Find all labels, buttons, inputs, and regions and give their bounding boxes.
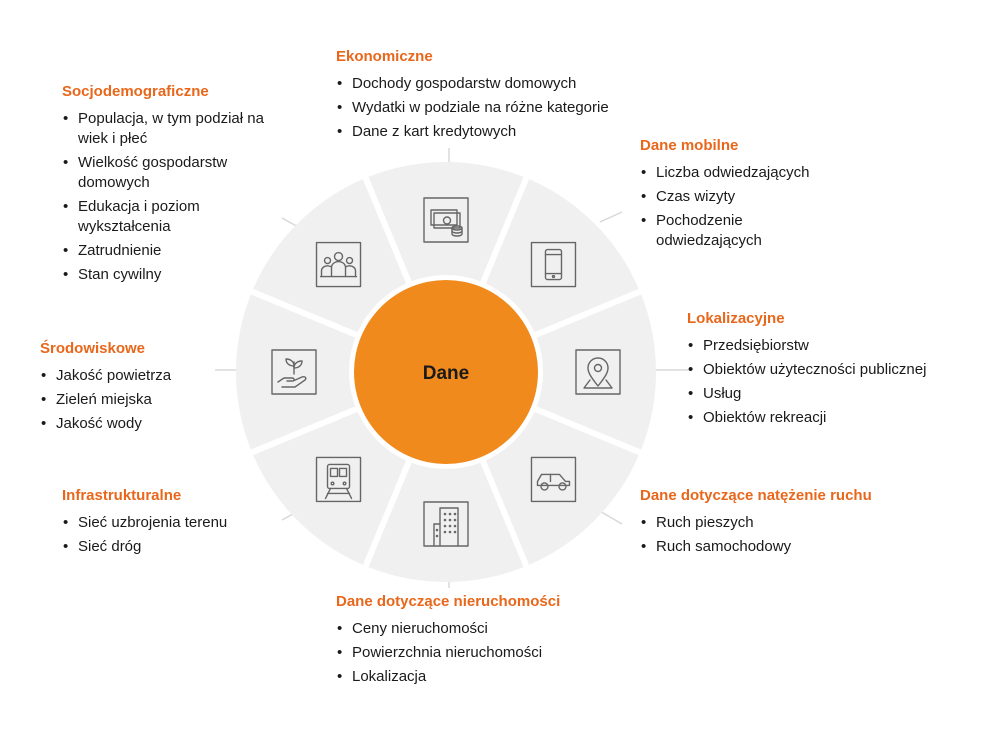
list-item: • Populacja, w tym podział na wiek i płeć bbox=[62, 109, 277, 149]
list-item: • Sieć dróg bbox=[62, 537, 292, 557]
category-nieruchomosci bbox=[336, 593, 636, 691]
category-ekonomiczne bbox=[336, 48, 656, 146]
category-title: Dane mobilne bbox=[640, 137, 739, 154]
list-item: • Dane z kart kredytowych bbox=[336, 122, 656, 142]
category-title: Środowiskowe bbox=[40, 340, 146, 357]
category-title: Socjodemograficzne bbox=[62, 83, 209, 100]
list-item: • Czas wizyty bbox=[640, 187, 840, 207]
category-items bbox=[640, 163, 840, 251]
list-item: • Sieć uzbrojenia terenu bbox=[62, 513, 292, 533]
list-item: • Pochodzenie odwiedzających bbox=[640, 211, 840, 251]
list-item: • Obiektów użyteczności publicznej bbox=[687, 360, 977, 380]
category-title: Dane dotyczące nieruchomości bbox=[336, 593, 561, 610]
list-item: • Wielkość gospodarstw domowych bbox=[62, 153, 277, 193]
category-srodowiskowe bbox=[40, 340, 240, 438]
list-item: • Edukacja i poziom wykształcenia bbox=[62, 197, 277, 237]
category-items bbox=[640, 513, 930, 557]
center-label: Dane bbox=[422, 363, 470, 384]
list-item: • Zatrudnienie bbox=[62, 241, 277, 261]
list-item: • Dochody gospodarstw domowych bbox=[336, 74, 656, 94]
list-item: • Obiektów rekreacji bbox=[687, 408, 977, 428]
category-infrastrukturalne bbox=[62, 487, 292, 561]
list-item: • Powierzchnia nieruchomości bbox=[336, 643, 636, 663]
list-item: • Usług bbox=[687, 384, 977, 404]
list-item: • Lokalizacja bbox=[336, 667, 636, 687]
category-items bbox=[40, 366, 240, 434]
list-item: • Ceny nieruchomości bbox=[336, 619, 636, 639]
list-item: • Zieleń miejska bbox=[40, 390, 240, 410]
list-item: • Przedsiębiorstw bbox=[687, 336, 977, 356]
list-item: • Ruch samochodowy bbox=[640, 537, 930, 557]
category-items bbox=[687, 336, 977, 428]
list-item: • Jakość wody bbox=[40, 414, 240, 434]
category-lokalizacyjne bbox=[687, 310, 977, 432]
list-item: • Liczba odwiedzających bbox=[640, 163, 840, 183]
connector-line bbox=[600, 212, 622, 222]
list-item: • Jakość powietrza bbox=[40, 366, 240, 386]
category-socjodemograficzne bbox=[62, 83, 277, 289]
category-title: Ekonomiczne bbox=[336, 48, 433, 65]
list-item: • Stan cywilny bbox=[62, 265, 277, 285]
list-item: • Ruch pieszych bbox=[640, 513, 930, 533]
category-mobilne bbox=[640, 137, 840, 255]
category-items bbox=[336, 619, 636, 687]
category-items bbox=[62, 109, 277, 285]
category-items bbox=[336, 74, 656, 142]
category-title: Lokalizacyjne bbox=[687, 310, 785, 327]
category-items bbox=[62, 513, 292, 557]
list-item: • Wydatki w podziale na różne kategorie bbox=[336, 98, 656, 118]
category-title: Dane dotyczące natężenie ruchu bbox=[640, 487, 872, 504]
category-ruch bbox=[640, 487, 930, 561]
category-title: Infrastrukturalne bbox=[62, 487, 182, 504]
